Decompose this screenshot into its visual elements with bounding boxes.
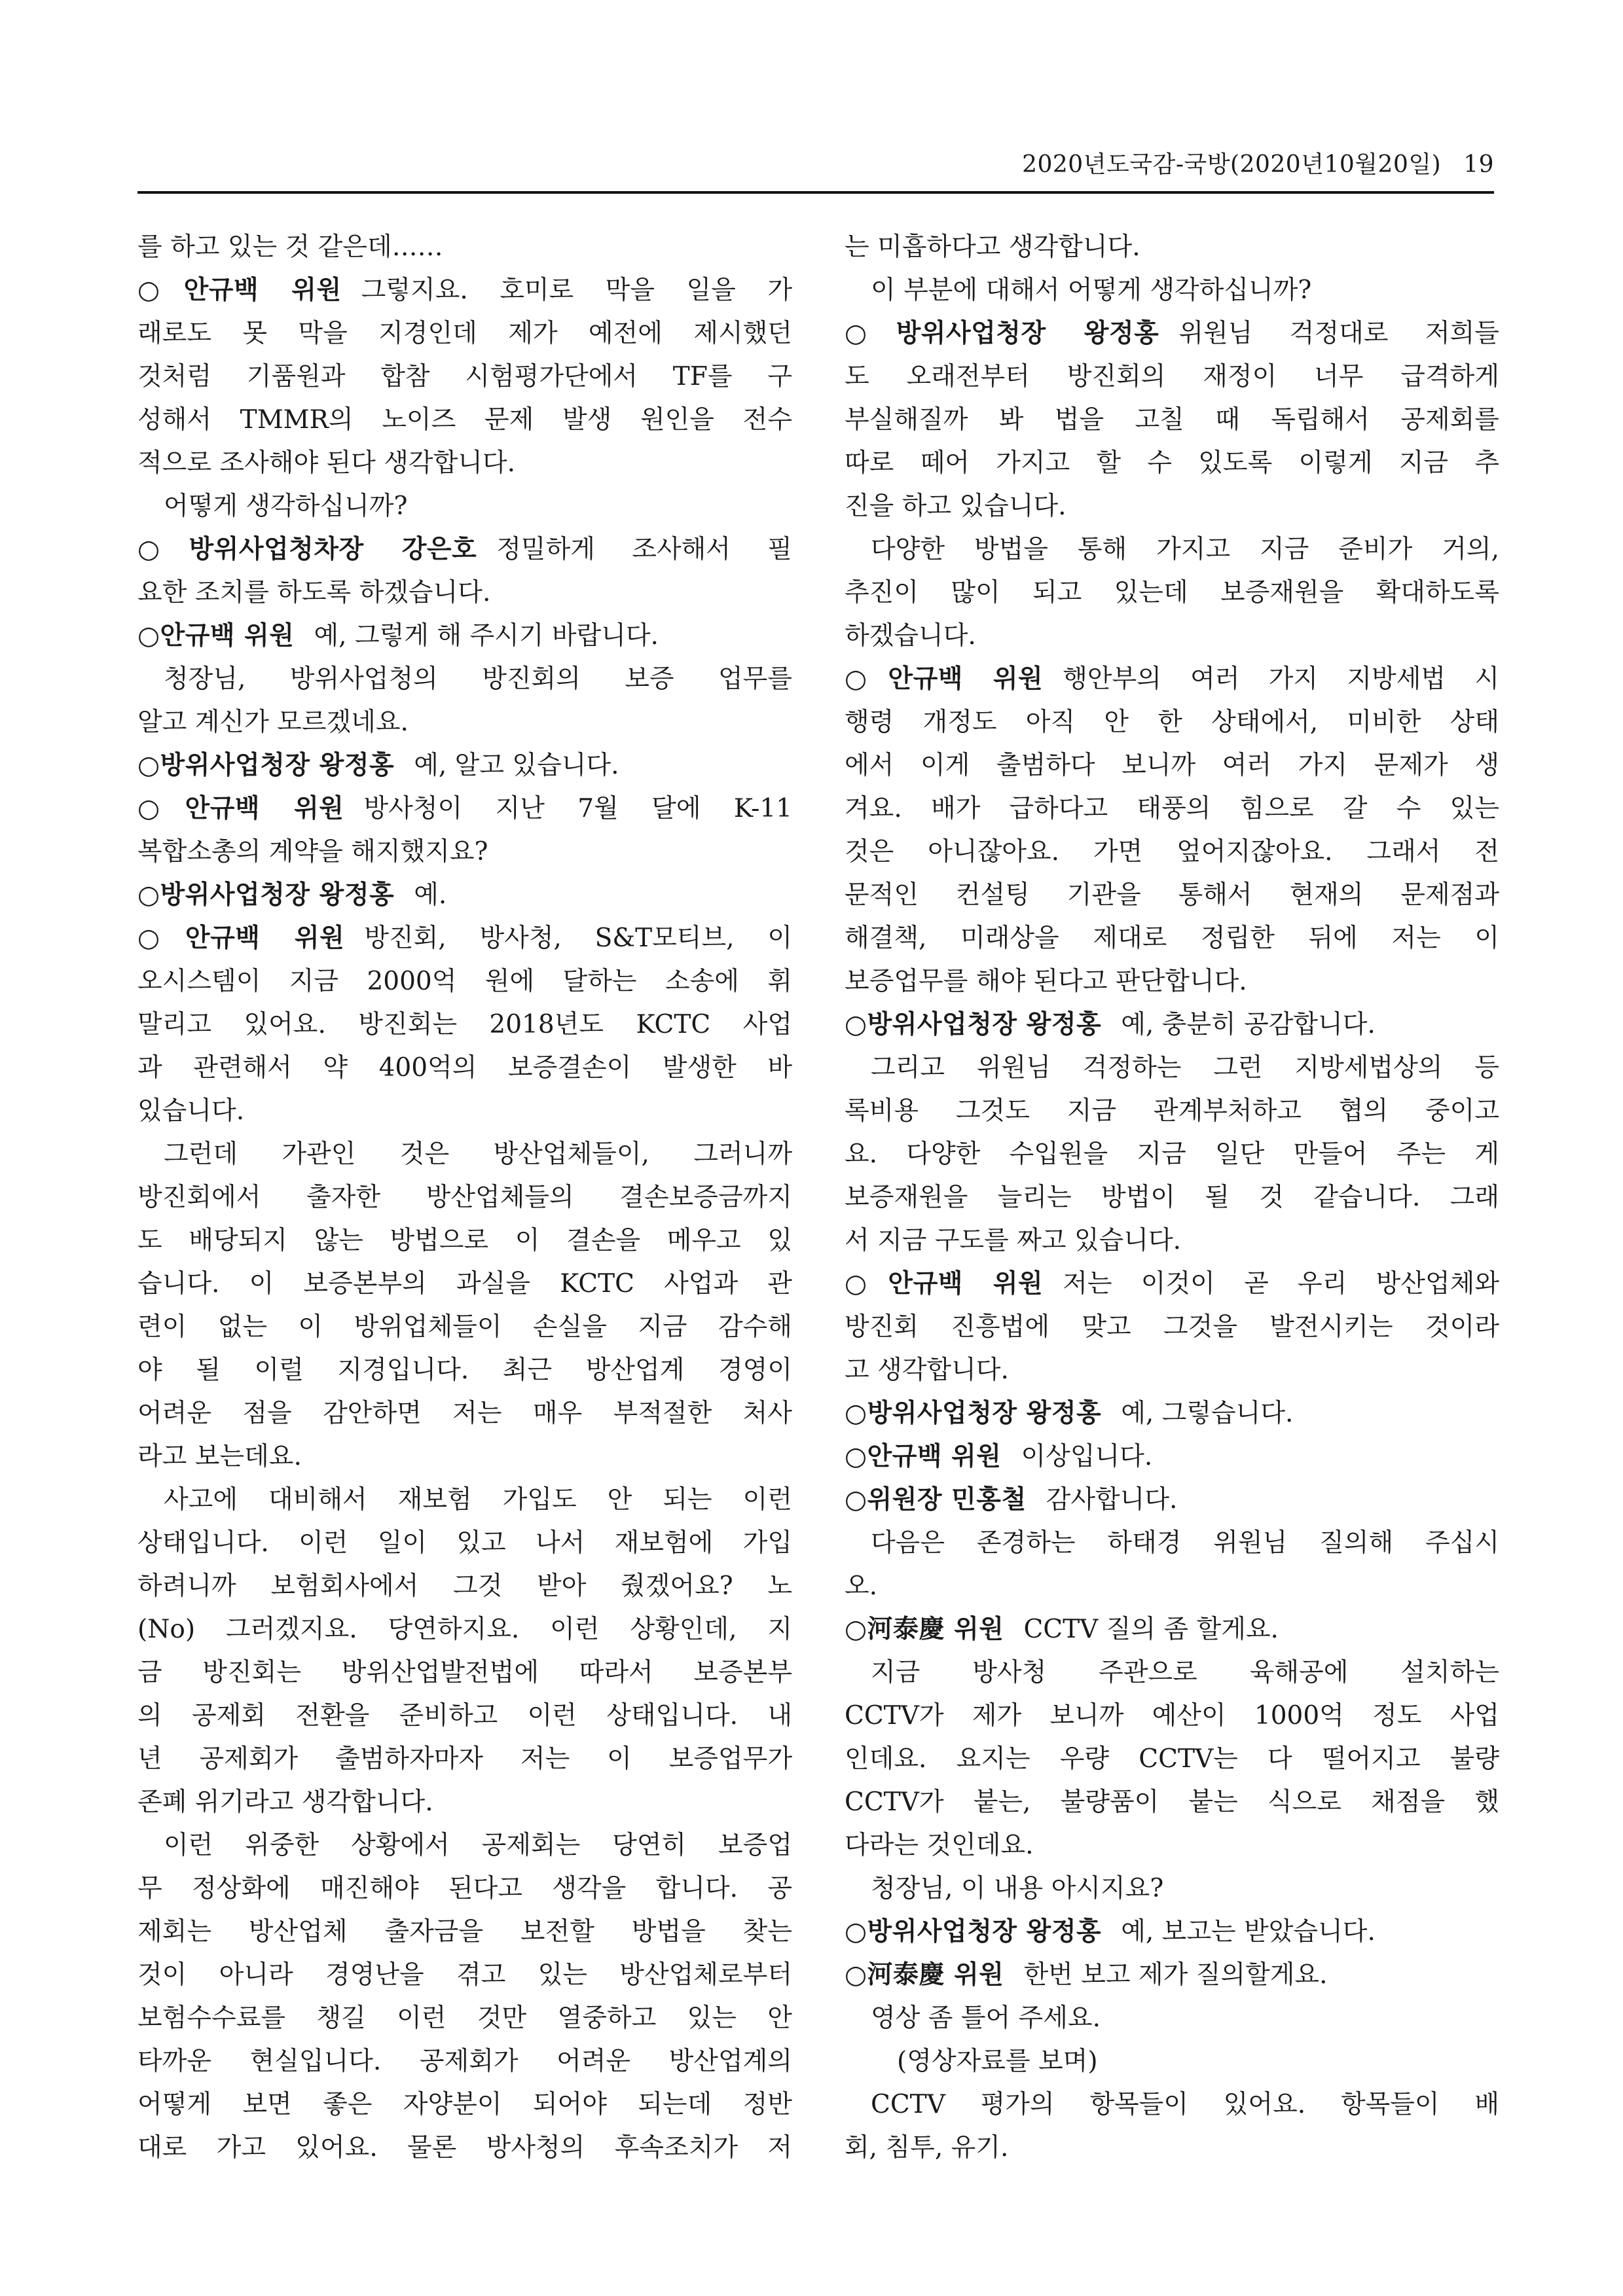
- text-line: 것처럼 기품원과 합참 시험평가단에서 TF를 구: [137, 362, 792, 391]
- text-line: 습니다. 이 보증본부의 과실을 KCTC 사업과 관: [137, 1269, 792, 1299]
- text-line: 보험수수료를 챙길 이런 것만 열중하고 있는 안: [137, 2003, 792, 2033]
- text-line: 제회는 방산업체 출자금을 보전할 방법을 찾는: [137, 1917, 792, 1946]
- speaker-line: [137, 787, 792, 831]
- speaker-line: [845, 1263, 1499, 1306]
- speaker-line: [845, 1954, 1499, 1997]
- speech-text: 행안부의 여러 가지 지방세법 시: [1063, 664, 1499, 694]
- speaker-line: [137, 528, 792, 571]
- text-line: 고 생각합니다.: [845, 1355, 1009, 1385]
- text-line: 사고에 대비해서 재보험 가입도 안 되는 이런: [164, 1485, 792, 1515]
- text-line: 청장님, 방위사업청의 방진회의 보증 업무를: [164, 664, 792, 694]
- text-line: 해결책, 미래상을 제대로 정립한 뒤에 저는 이: [845, 924, 1499, 953]
- text-line: 복합소총의 계약을 해지했지요?: [137, 837, 488, 867]
- speech-text: 정밀하게 조사해서 필: [496, 535, 792, 564]
- speaker-line: [137, 874, 792, 917]
- text-line: 존폐 위기라고 생각합니다.: [137, 1787, 433, 1817]
- speaker-line: [845, 1435, 1499, 1479]
- text-line: 방진회 진흥법에 맞고 그것을 발전시키는 것이라: [845, 1312, 1499, 1342]
- speaker-line: [137, 744, 792, 787]
- text-line: 따로 떼어 가지고 할 수 있도록 이렇게 지금 추: [845, 448, 1499, 478]
- text-line: 무 정상화에 매진해야 된다고 생각을 합니다. 공: [137, 1874, 792, 1903]
- speech-text: 그렇지요. 호미로 막을 일을 가: [361, 276, 792, 305]
- text-line: 적으로 조사해야 된다 생각합니다.: [137, 448, 516, 478]
- text-line: CCTV 평가의 항목들이 있어요. 항목들이 배: [871, 2090, 1499, 2119]
- speech-text: 위원님 걱정대로 저희들: [1178, 319, 1499, 348]
- text-line: 알고 계신가 모르겠네요.: [137, 708, 409, 737]
- text-line: 추진이 많이 되고 있는데 보증재원을 확대하도록: [845, 578, 1499, 607]
- speaker-line: [845, 1003, 1499, 1047]
- speech-text: 예, 알고 있습니다.: [414, 751, 619, 780]
- text-line: 년 공제회가 출범하자마자 저는 이 보증업무가: [137, 1744, 792, 1774]
- speaker-name: ○河泰慶 위원: [845, 1615, 1004, 1644]
- text-line: 것이 아니라 경영난을 겪고 있는 방산업체로부터: [137, 1960, 792, 1990]
- speech-text: 예, 그렇게 해 주시기 바랍니다.: [314, 621, 659, 651]
- text-line: 에서 이게 출범하다 보니까 여러 가지 문제가 생: [845, 751, 1499, 780]
- speaker-name: ○河泰慶 위원: [845, 1960, 1004, 1990]
- text-line: 어떻게 보면 좋은 자양분이 되어야 되는데 정반: [137, 2090, 792, 2119]
- text-line: 대로 가고 있어요. 물론 방사청의 후속조치가 저: [137, 2133, 792, 2162]
- speaker-name: ○안규백 위원: [137, 621, 295, 651]
- header-title: 2020년도국감-국방(2020년10월20일): [1022, 151, 1442, 178]
- text-line: 는 미흡하다고 생각합니다.: [845, 232, 1140, 262]
- speaker-name: ○방위사업청장 왕정홍: [137, 751, 395, 780]
- text-line: 타까운 현실입니다. 공제회가 어려운 방산업계의: [137, 2047, 792, 2076]
- speech-text: 방진회, 방사청, S&T모티브, 이: [364, 924, 792, 953]
- stage-direction: (영상자료를 보며): [897, 2047, 1098, 2076]
- text-line: 보증업무를 해야 된다고 판단합니다.: [845, 967, 1247, 996]
- text-line: 행령 개정도 아직 안 한 상태에서, 미비한 상태: [845, 708, 1499, 737]
- text-line: 의 공제회 전환을 준비하고 이런 상태입니다. 내: [137, 1701, 792, 1731]
- text-line: 지금 방사청 주관으로 육해공에 설치하는: [871, 1658, 1499, 1687]
- speaker-line: [845, 1392, 1499, 1435]
- text-line: 상태입니다. 이런 일이 있고 나서 재보험에 가입: [137, 1528, 792, 1558]
- speaker-name: ○안규백 위원: [137, 794, 344, 823]
- text-line: 어떻게 생각하십니까?: [164, 492, 408, 521]
- text-line: 다양한 방법을 통해 가지고 지금 준비가 거의,: [871, 535, 1499, 564]
- text-line: 요한 조치를 하도록 하겠습니다.: [137, 578, 491, 607]
- text-line: 금 방진회는 방위산업발전법에 따라서 보증본부: [137, 1658, 792, 1687]
- text-line: 이 부분에 대해서 어떻게 생각하십니까?: [871, 276, 1312, 305]
- text-line: 도 오래전부터 방진회의 재정이 너무 급격하게: [845, 362, 1499, 391]
- page-number: 19: [1463, 151, 1494, 178]
- text-line: 라고 보는데요.: [137, 1442, 302, 1471]
- speaker-line: [137, 269, 792, 312]
- text-line: 록비용 그것도 지금 관계부처하고 협의 중이고: [845, 1096, 1499, 1126]
- text-line: 겨요. 배가 급하다고 태풍의 힘으로 갈 수 있는: [845, 794, 1499, 823]
- text-line: 진을 하고 있습니다.: [845, 492, 1067, 521]
- text-line: 래로도 못 막을 지경인데 제가 예전에 제시했던: [137, 319, 792, 348]
- speech-text: 감사합니다.: [1046, 1485, 1178, 1515]
- left-column: [137, 226, 792, 2170]
- speech-text: 예, 보고는 받았습니다.: [1121, 1917, 1376, 1946]
- speaker-name: ○방위사업청장 왕정홍: [845, 319, 1159, 348]
- speech-text: 방사청이 지난 7월 달에 K-11: [363, 794, 792, 823]
- speaker-line: [845, 1608, 1499, 1651]
- speaker-name: ○방위사업청장 왕정홍: [845, 1917, 1102, 1946]
- text-line: 말리고 있어요. 방진회는 2018년도 KCTC 사업: [137, 1010, 792, 1039]
- speaker-line: [137, 917, 792, 960]
- text-line: 다라는 것인데요.: [845, 1831, 1034, 1860]
- text-line: 이런 위중한 상황에서 공제회는 당연히 보증업: [164, 1831, 792, 1860]
- text-line: 그리고 위원님 걱정하는 그런 지방세법상의 등: [871, 1053, 1499, 1083]
- speaker-name: ○방위사업청장 왕정홍: [137, 880, 395, 910]
- text-line: 성해서 TMMR의 노이즈 문제 발생 원인을 전수: [137, 405, 792, 435]
- text-line: 하려니까 보험회사에서 그것 받아 줬겠어요? 노: [137, 1571, 792, 1601]
- speaker-name: ○방위사업청차장 강은호: [137, 535, 477, 564]
- text-line: 를 하고 있는 것 같은데……: [137, 232, 443, 262]
- text-line: 오시스템이 지금 2000억 원에 달하는 소송에 휘: [137, 967, 792, 996]
- speech-text: 예, 충분히 공감합니다.: [1121, 1010, 1376, 1039]
- speech-text: 한번 보고 제가 질의할게요.: [1023, 1960, 1328, 1990]
- text-line: CCTV가 제가 보니까 예산이 1000억 정도 사업: [845, 1701, 1499, 1731]
- speaker-name: ○안규백 위원: [845, 1442, 1002, 1471]
- speech-text: CCTV 질의 좀 할게요.: [1023, 1615, 1279, 1644]
- text-line: 다음은 존경하는 하태경 위원님 질의해 주십시: [871, 1528, 1499, 1558]
- text-line: 도 배당되지 않는 방법으로 이 결손을 메우고 있: [137, 1226, 792, 1255]
- speaker-name: ○안규백 위원: [845, 664, 1044, 694]
- speaker-name: ○안규백 위원: [137, 276, 342, 305]
- text-line: 요. 다양한 수입원을 지금 일단 만들어 주는 게: [845, 1139, 1499, 1169]
- speech-text: 예.: [414, 880, 447, 910]
- text-line: 문적인 컨설팅 기관을 통해서 현재의 문제점과: [845, 880, 1499, 910]
- text-line: 영상 좀 틀어 주세요.: [871, 2003, 1101, 2033]
- text-line: 그런데 가관인 것은 방산업체들이, 그러니까: [164, 1139, 792, 1169]
- text-line: 회, 침투, 유기.: [845, 2133, 1009, 2162]
- speaker-name: ○방위사업청장 왕정홍: [845, 1399, 1102, 1428]
- speech-text: 저는 이것이 곧 우리 방산업체와: [1063, 1269, 1499, 1299]
- right-column: [845, 226, 1499, 2170]
- speaker-line: [845, 658, 1499, 701]
- text-line: 과 관련해서 약 400억의 보증결손이 발생한 바: [137, 1053, 792, 1083]
- speaker-line: [845, 1910, 1499, 1954]
- speech-text: 이상입니다.: [1021, 1442, 1153, 1471]
- text-line: 있습니다.: [137, 1096, 245, 1126]
- speaker-line: [137, 615, 792, 658]
- page-header: [137, 152, 1494, 194]
- speaker-name: ○안규백 위원: [845, 1269, 1044, 1299]
- speaker-name: ○위원장 민홍철: [845, 1485, 1027, 1515]
- text-line: CCTV가 붙는, 불량품이 붙는 식으로 채점을 했: [845, 1787, 1499, 1817]
- text-line: 부실해질까 봐 법을 고칠 때 독립해서 공제회를: [845, 405, 1499, 435]
- text-line: 것은 아니잖아요. 가면 엎어지잖아요. 그래서 전: [845, 837, 1499, 867]
- text-line: 방진회에서 출자한 방산업체들의 결손보증금까지: [137, 1183, 792, 1212]
- speech-text: 예, 그렇습니다.: [1121, 1399, 1294, 1428]
- header-text: [1022, 152, 1494, 178]
- text-line: 련이 없는 이 방위업체들이 손실을 지금 감수해: [137, 1312, 792, 1342]
- speaker-name: ○안규백 위원: [137, 924, 345, 953]
- text-line: (No) 그러겠지요. 당연하지요. 이런 상황인데, 지: [137, 1615, 792, 1644]
- text-line: 청장님, 이 내용 아시지요?: [871, 1874, 1164, 1903]
- text-line: 어려운 점을 감안하면 저는 매우 부적절한 처사: [137, 1399, 792, 1428]
- speaker-line: [845, 312, 1499, 355]
- text-line: 하겠습니다.: [845, 621, 976, 651]
- text-line: 보증재원을 늘리는 방법이 될 것 같습니다. 그래: [845, 1183, 1499, 1212]
- speaker-name: ○방위사업청장 왕정홍: [845, 1010, 1102, 1039]
- text-line: 야 될 이럴 지경입니다. 최근 방산업계 경영이: [137, 1355, 792, 1385]
- speaker-line: [845, 1479, 1499, 1522]
- text-line: 인데요. 요지는 우량 CCTV는 다 떨어지고 불량: [845, 1744, 1499, 1774]
- text-line: 서 지금 구도를 짜고 있습니다.: [845, 1226, 1182, 1255]
- text-line: 오.: [845, 1571, 878, 1601]
